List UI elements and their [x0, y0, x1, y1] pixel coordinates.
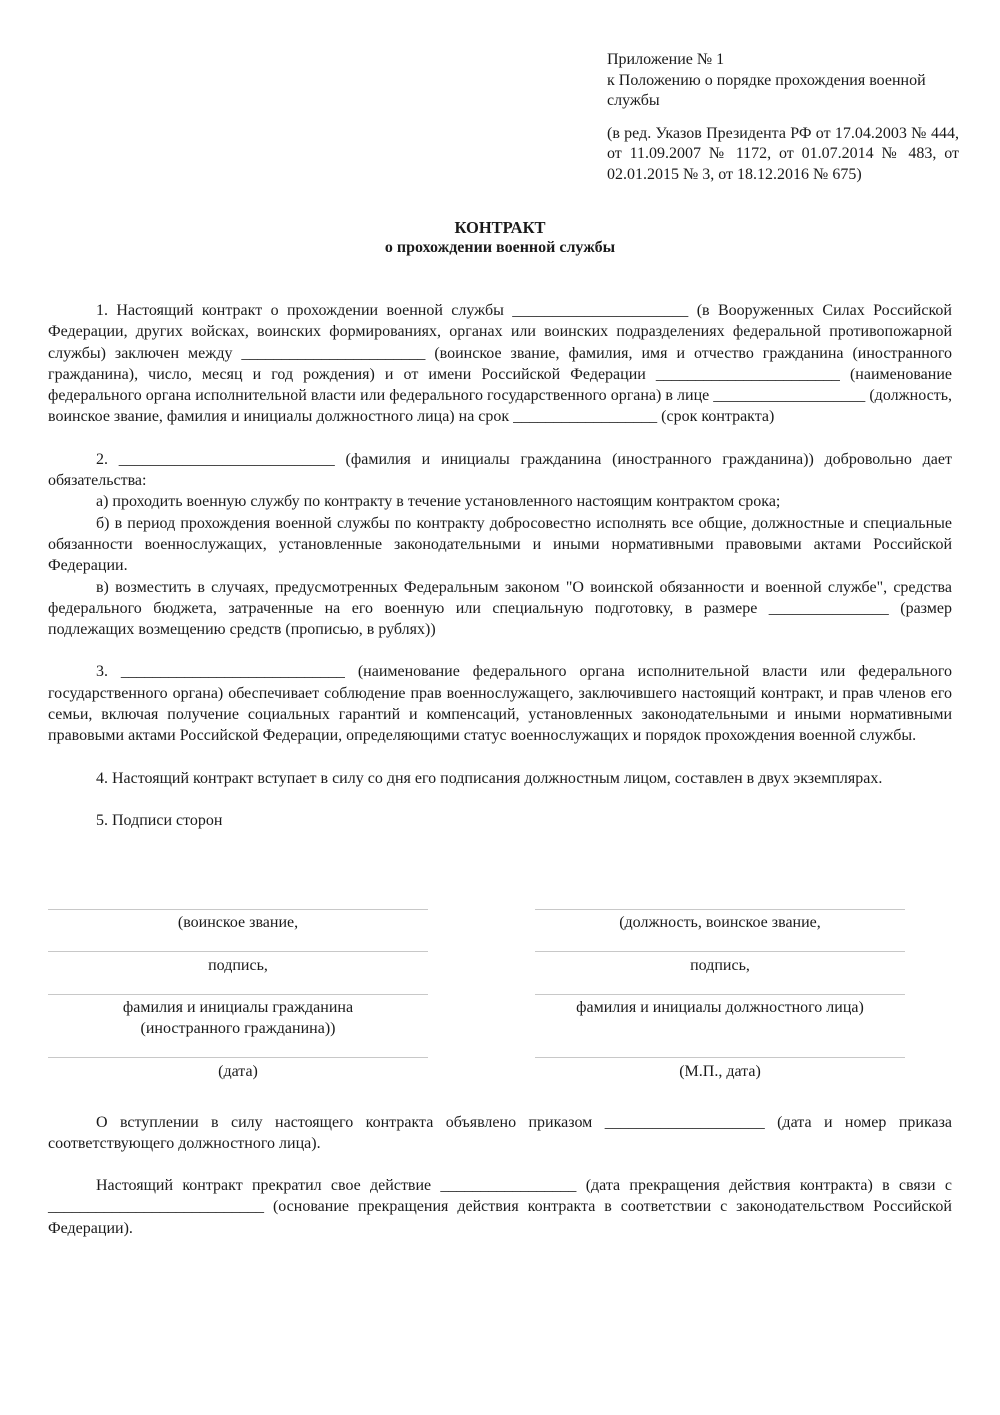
appendix-reference: к Положению о порядке прохождения военной службы	[607, 71, 926, 109]
clause-1: 1. Настоящий контракт о прохождении военной службы ______________________ (в Вооруженных Силах Российской Федерации, других войсках, воинских формированиях, органах или воинских подразделениях федеральной противопожарной службы) заключен между _______________________ (воинское звание, фамилия, имя и отчество гражданина (иностранного гражданина), число, месяц и год рождения) и от имени Российской Федерации _______________________ (наименование федерального органа исполнительной власти или федерального государственного органа) в лице ___________________ (должность, воинское звание, фамилия и инициалы должностного лица) на срок __________________ (срок контракта)	[48, 302, 952, 426]
signature-line-left-2	[48, 951, 428, 952]
signature-left-signature: подпись,	[208, 957, 268, 974]
clause-3: 3. ____________________________ (наименование федерального органа исполнительной власти или федерального государственного органа) обеспечивает соблюдение прав военнослужащего, заключившего настоящий контракт, и прав членов его семьи, включая получение социальных гарантий и компенсаций, установленных законодательными и иными нормативными правовыми актами Российской Федерации, определяющими статус военнослужащих и порядок прохождения военной службы.	[48, 663, 952, 745]
clause-4: 4. Настоящий контракт вступает в силу со дня его подписания должностным лицом, составлен в двух экземплярах.	[96, 769, 883, 787]
termination-note	[48, 1175, 952, 1239]
signature-left-name-1: фамилия и инициалы гражданина	[122, 999, 354, 1016]
signature-line-right-3	[535, 994, 905, 995]
clause-2a: а) проходить военную службу по контракту в течение установленного настоящим контрактом срока;	[96, 493, 781, 511]
signature-right-date: (М.П., дата)	[679, 1063, 761, 1080]
signature-left-date: (дата)	[218, 1063, 258, 1080]
signature-line-right-4	[535, 1057, 905, 1058]
appendix-number: Приложение № 1	[607, 51, 725, 68]
order-note-text: О вступлении в силу настоящего контракта объявлено приказом ____________________ (дата и номер приказа соответствующего должностного лица).	[48, 1114, 952, 1153]
signature-right-rank: (должность, воинское звание,	[619, 914, 821, 931]
document-subtitle: о прохождении военной службы	[384, 239, 616, 256]
order-note	[48, 1112, 952, 1155]
signature-line-right-2	[535, 951, 905, 952]
signature-left-name-2: (иностранного гражданина))	[140, 1020, 336, 1037]
signature-right-signature: подпись,	[690, 957, 750, 974]
clause-5: 5. Подписи сторон	[96, 811, 223, 829]
termination-note-text: Настоящий контракт прекратил свое действие _________________ (дата прекращения действия контракта) в связи с ___________________________ (основание прекращения действия контракта в соответствии с законодательством Российской Федерации).	[48, 1177, 952, 1237]
contract-body	[48, 300, 952, 831]
clause-2b: б) в период прохождения военной службы по контракту добросовестно исполнять все общие, должностные и специальные обязанности военнослужащих, установленные законодательными и иными нормативными правовыми актами Российской Федерации.	[48, 514, 952, 575]
appendix-header	[607, 50, 959, 185]
signature-line-left-3	[48, 994, 428, 995]
clause-2: 2. ___________________________ (фамилия и инициалы гражданина (иностранного гражданина)) добровольно дает обязательства:	[48, 450, 952, 490]
clause-2c: в) возместить в случаях, предусмотренных Федеральным законом "О воинской обязанности и военной службе", средства федерального бюджета, затраченные на его военную или специальную подготовку, в размере _______________ (размер подлежащих возмещению средств (прописью, в рублях))	[48, 578, 952, 639]
signature-line-right-1	[535, 909, 905, 910]
document-title: КОНТРАКТ	[454, 218, 546, 237]
signature-right-name: фамилия и инициалы должностного лица)	[576, 999, 864, 1016]
signature-left-rank: (воинское звание,	[177, 914, 299, 931]
signature-line-left-1	[48, 909, 428, 910]
signature-line-left-4	[48, 1057, 428, 1058]
appendix-edition-note: (в ред. Указов Президента РФ от 17.04.2003 № 444, от 11.09.2007 № 1172, от 01.07.2014 № 483, от 02.01.2015 № 3, от 18.12.2016 № 675)	[607, 124, 959, 183]
